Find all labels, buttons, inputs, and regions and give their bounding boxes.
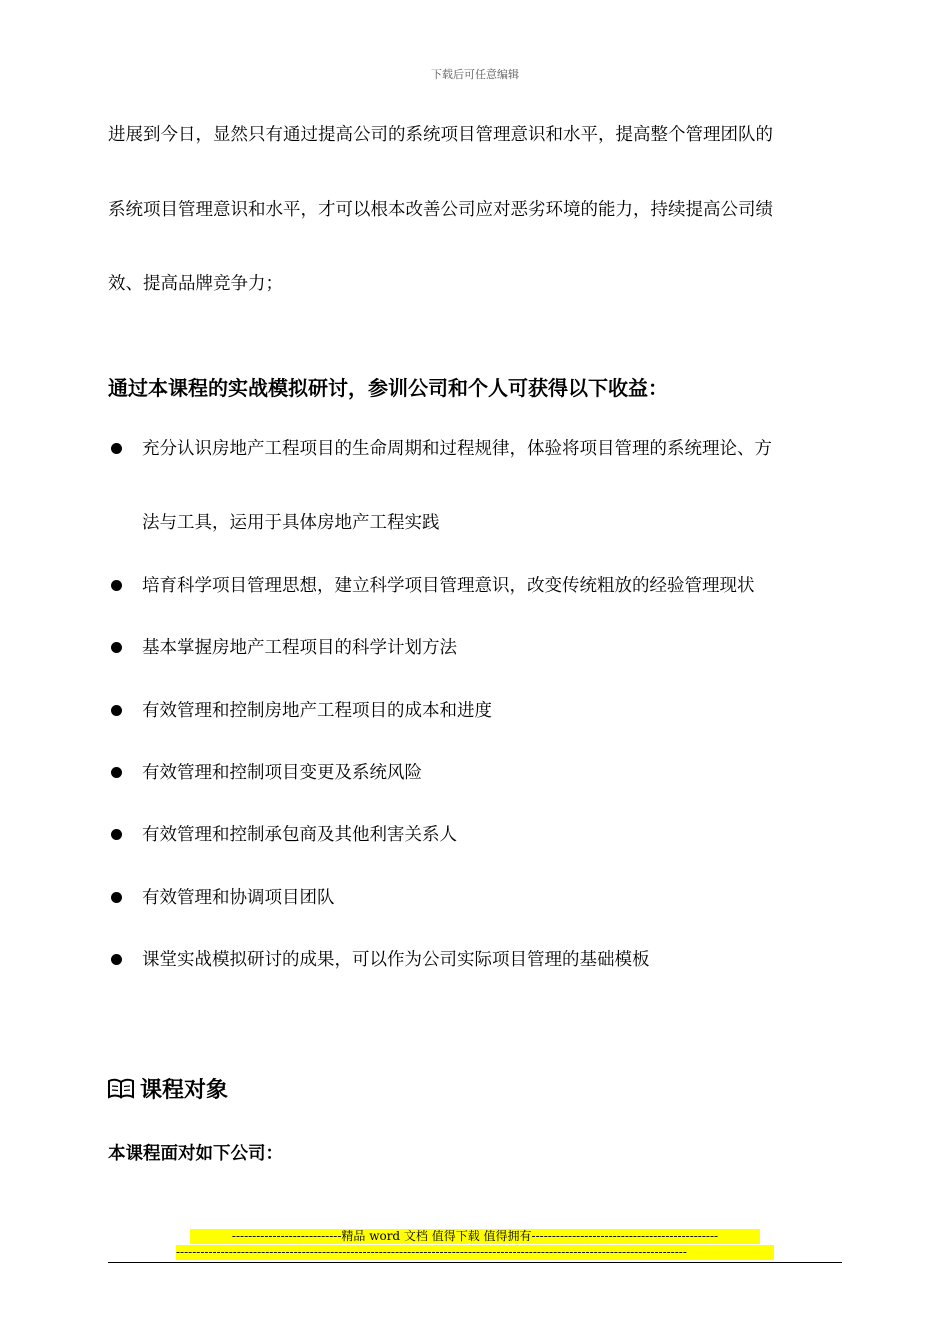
bullet-icon <box>111 642 122 653</box>
benefit-text: 有效管理和控制承包商及其他利害关系人 <box>142 825 457 845</box>
benefit-text: 基本掌握房地产工程项目的科学计划方法 <box>142 638 457 658</box>
bullet-icon <box>111 767 122 778</box>
bullet-icon <box>111 954 122 965</box>
footer-promo-line: ---------------------------精品 word 文档 值得下载 值得拥有---------------------------------------------- <box>190 1229 760 1244</box>
benefit-text: 充分认识房地产工程项目的生命周期和过程规律，体验将项目管理的系统理论、方 <box>142 439 772 459</box>
audience-subheading: 本课程面对如下公司： <box>108 1144 283 1164</box>
benefit-text: 培育科学项目管理思想，建立科学项目管理意识，改变传统粗放的经验管理现状 <box>142 576 755 596</box>
intro-line-3: 效、提高品牌竞争力； <box>108 274 283 294</box>
bullet-icon <box>111 705 122 716</box>
audience-heading <box>108 1073 228 1104</box>
audience-heading-text: 课程对象 <box>140 1078 229 1103</box>
page-header-note: 下载后可任意编辑 <box>431 68 519 81</box>
benefits-heading: 通过本课程的实战模拟研讨，参训公司和个人可获得以下收益： <box>108 376 668 400</box>
bullet-icon <box>111 829 122 840</box>
footer-dash-line: ------------------------------------------------------------------------------------------------------------------------------ <box>176 1245 774 1260</box>
bullet-icon <box>111 892 122 903</box>
benefit-text: 有效管理和控制房地产工程项目的成本和进度 <box>142 701 492 721</box>
benefit-text: 课堂实战模拟研讨的成果，可以作为公司实际项目管理的基础模板 <box>142 950 650 970</box>
benefit-text-continued: 法与工具，运用于具体房地产工程实践 <box>142 513 440 533</box>
benefit-text: 有效管理和控制项目变更及系统风险 <box>142 763 422 783</box>
bullet-icon <box>111 443 122 454</box>
footer-divider <box>108 1262 842 1263</box>
benefit-text: 有效管理和协调项目团队 <box>142 888 335 908</box>
intro-line-2: 系统项目管理意识和水平，才可以根本改善公司应对恶劣环境的能力，持续提高公司绩 <box>108 200 773 220</box>
bullet-icon <box>111 580 122 591</box>
intro-line-1: 进展到今日，显然只有通过提高公司的系统项目管理意识和水平，提高整个管理团队的 <box>108 125 773 145</box>
open-book-icon <box>108 1078 134 1100</box>
